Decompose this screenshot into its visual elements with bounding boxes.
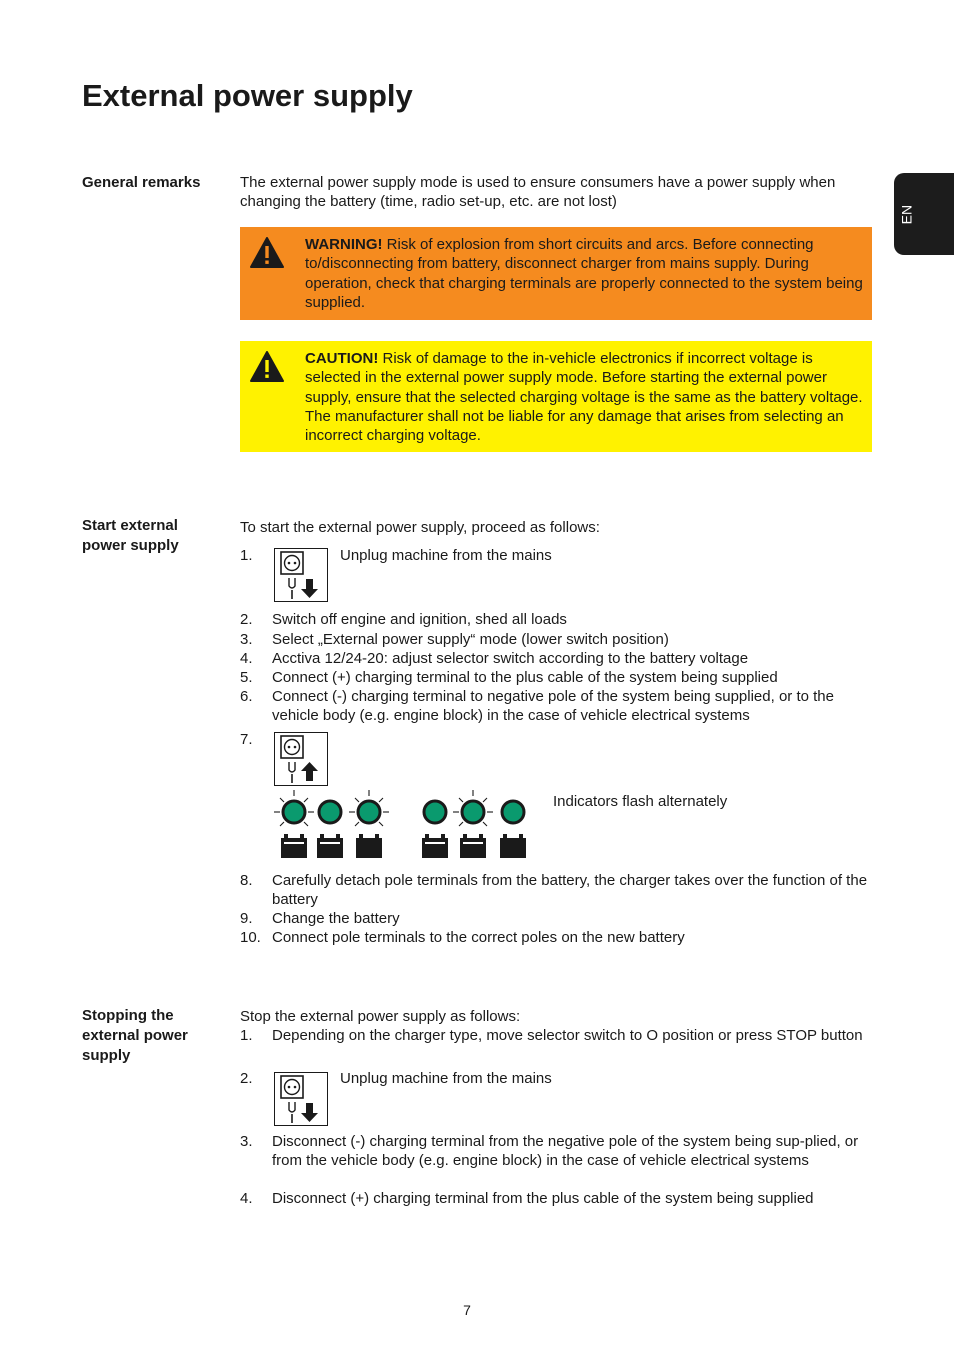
start-step-text: Acctiva 12/24-20: adjust selector switch according to the battery voltage: [272, 650, 749, 667]
caution-notice: [240, 341, 872, 452]
section-label-stop: [82, 1006, 232, 1066]
start-intro: To start the external power supply, proceed as follows:: [240, 519, 600, 536]
unplug-icon: [274, 548, 328, 602]
start-step-text: Indicators flash alternately: [553, 793, 728, 810]
indicator-group-right: [422, 790, 526, 858]
section-label-start: [82, 516, 232, 556]
indicator-group-left: [274, 790, 389, 858]
caution-heading: CAUTION!: [305, 350, 379, 367]
start-step-text: Carefully detach pole terminals from the battery, the charger takes over the function of the battery: [272, 872, 868, 909]
stop-step-text: Unplug machine from the mains: [340, 1070, 552, 1087]
stop-step-text: Depending on the charger type, move selector switch to O position or press STOP button: [272, 1027, 863, 1044]
start-step-text: Unplug machine from the mains: [340, 547, 552, 564]
caution-text: [305, 349, 865, 445]
warning-heading: WARNING!: [305, 236, 383, 253]
start-step-number: 1.: [240, 547, 253, 564]
start-step-number: 6.: [240, 688, 253, 705]
stop-step-text: Disconnect (+) charging terminal from the plus cable of the system being supplied: [272, 1190, 814, 1207]
section-label-stop-line1: Stopping the: [82, 1007, 174, 1024]
start-step-text: Change the battery: [272, 910, 400, 927]
start-step-number: 3.: [240, 631, 253, 648]
start-step-text: Connect (-) charging terminal to negative pole of the system being supplied, or to the vehicle body (e.g. engine block) in the case of vehicle electrical systems: [272, 688, 834, 725]
start-step-number: 9.: [240, 910, 253, 927]
language-tab-label: EN: [898, 204, 915, 225]
start-step-number: 2.: [240, 611, 253, 628]
start-step-text: Switch off engine and ignition, shed all loads: [272, 611, 567, 628]
indicators-flash-diagram: [270, 786, 532, 862]
section-label-start-line1: Start external: [82, 517, 178, 534]
warning-body: Risk of explosion from short circuits and arcs. Before connecting to/disconnecting from battery, disconnect charger from mains supply. During operation, check that charging terminals are properly connected to the system being supplied.: [305, 236, 863, 311]
section-label-stop-line2: external power: [82, 1027, 188, 1044]
page-number: 7: [463, 1302, 471, 1318]
caution-body: Risk of damage to the in-vehicle electronics if incorrect voltage is selected in the external power supply mode. Before starting the external power supply, ensure that the selected charging voltage is the same as the battery voltage. The manufacturer shall not be liable for any damage that arises from selecting an incorrect charging voltage.: [305, 350, 863, 445]
stop-step-number: 2.: [240, 1070, 253, 1087]
language-tab: [894, 173, 954, 255]
start-step-text: Select „External power supply“ mode (lower switch position): [272, 631, 669, 648]
page-title: External power supply: [82, 78, 413, 113]
warning-triangle-icon: [249, 236, 285, 270]
stop-step-number: 1.: [240, 1027, 253, 1044]
stop-intro: Stop the external power supply as follows:: [240, 1008, 521, 1025]
start-step-number: 10.: [240, 929, 261, 946]
start-step-number: 5.: [240, 669, 253, 686]
section-label-general-remarks: General remarks: [82, 174, 201, 191]
start-step-number: 4.: [240, 650, 253, 667]
stop-step-number: 3.: [240, 1133, 253, 1150]
start-step-number: 8.: [240, 872, 253, 889]
unplug-icon: [274, 1072, 328, 1126]
caution-triangle-icon: [249, 350, 285, 384]
warning-notice: [240, 227, 872, 320]
general-remarks-intro: The external power supply mode is used to ensure consumers have a power supply when changing the battery (time, radio set-up, etc. are not lost): [240, 174, 836, 211]
stop-step-text: Disconnect (-) charging terminal from the negative pole of the system being sup-plied, or from the vehicle body (e.g. engine block) in the case of vehicle electrical systems: [272, 1133, 859, 1170]
start-step-text: Connect pole terminals to the correct poles on the new battery: [272, 929, 685, 946]
section-label-start-line2: power supply: [82, 537, 179, 554]
warning-text: [305, 235, 865, 312]
plug-in-icon: [274, 732, 328, 786]
section-label-stop-line3: supply: [82, 1047, 131, 1064]
start-step-text: Connect (+) charging terminal to the plus cable of the system being supplied: [272, 669, 778, 686]
stop-step-number: 4.: [240, 1190, 253, 1207]
start-step-number: 7.: [240, 731, 253, 748]
